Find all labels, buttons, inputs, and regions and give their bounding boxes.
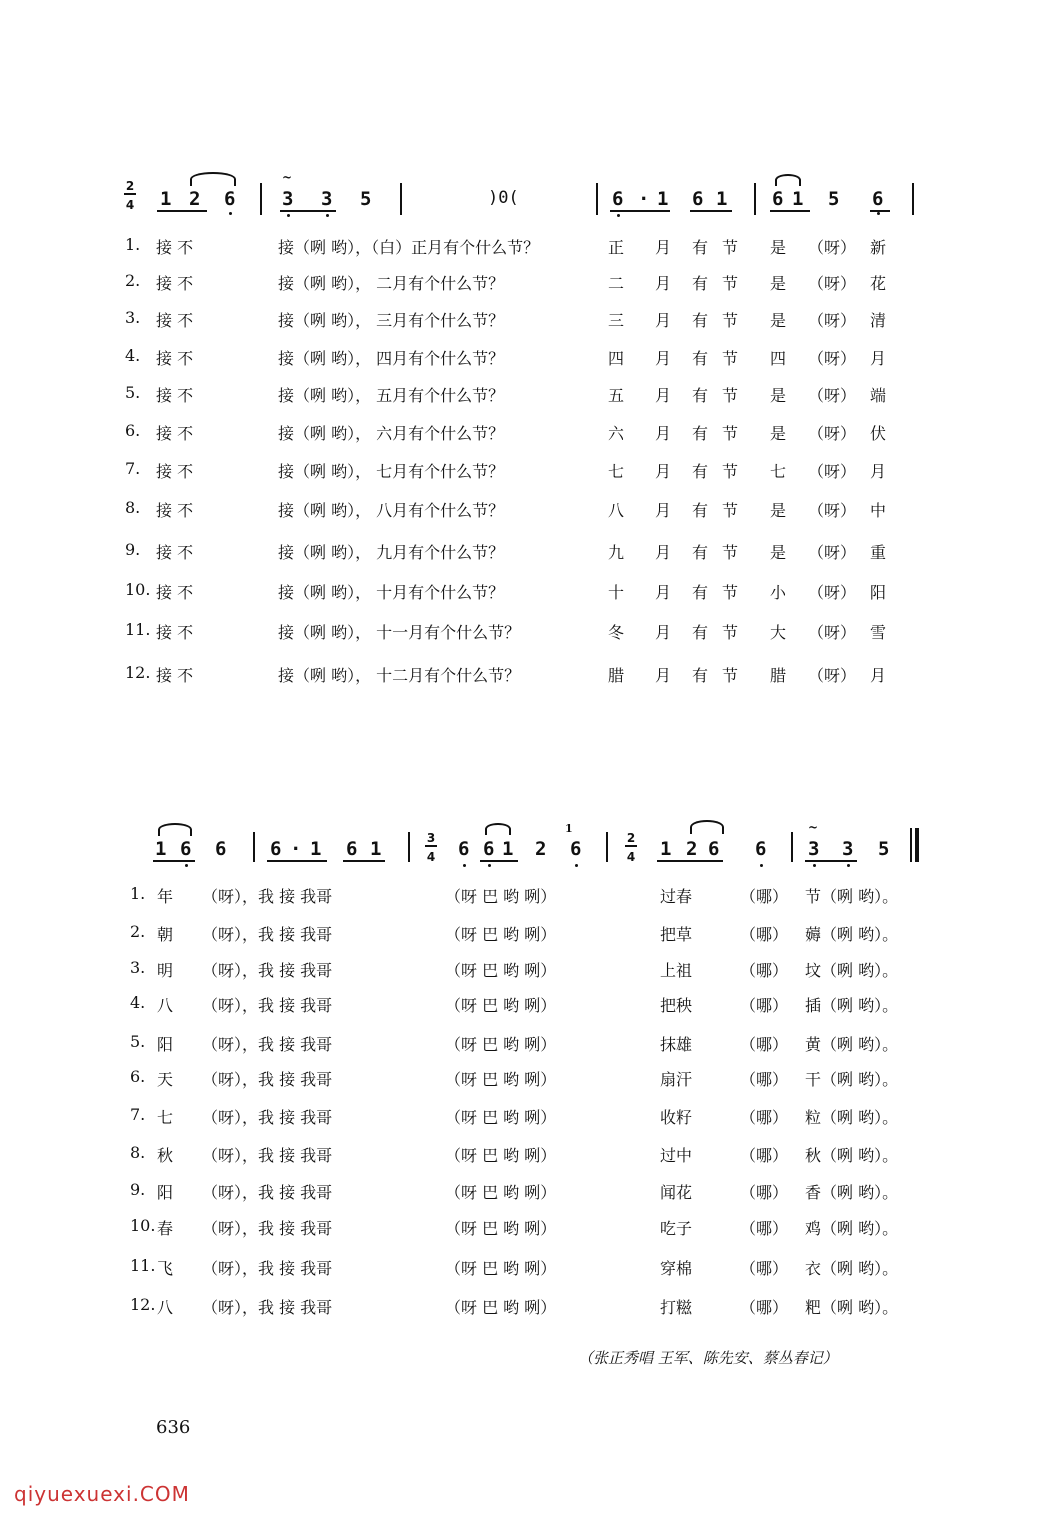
- lyric-text: 接（咧 哟）， 十二月有个什么节？: [278, 666, 521, 685]
- lyric-text: 六: [608, 424, 625, 443]
- lyric-text: 月: [655, 583, 672, 602]
- lyric-text: 有: [692, 311, 709, 330]
- note: 5: [360, 188, 372, 210]
- lyric-text: 香（咧 哟）。: [805, 1183, 899, 1202]
- lyric-text: 九: [608, 543, 625, 562]
- lyric-text: （呀 巴 哟 咧）: [445, 1183, 557, 1202]
- lyric-text: 接（咧 哟）， 三月有个什么节？: [278, 311, 505, 330]
- lyric-text: 节: [722, 462, 739, 481]
- lyric-text: 四: [608, 349, 625, 368]
- note: 2: [189, 188, 201, 210]
- lyric-text: 抹雄: [660, 1035, 693, 1054]
- lyric-text: 插（咧 哟）。: [805, 996, 899, 1015]
- lyric-text: 有: [692, 501, 709, 520]
- note: 6: [570, 838, 582, 860]
- lyric-text: 上祖: [660, 961, 693, 980]
- verse-number: 1.: [125, 235, 141, 254]
- lyric-text: 八: [608, 501, 625, 520]
- lyric-text: 月: [655, 623, 672, 642]
- lyric-text: （哪）: [740, 1298, 789, 1317]
- lyric-text: 有: [692, 386, 709, 405]
- lyric-text: （哪）: [740, 961, 789, 980]
- lyric-text: 衣（咧 哟）。: [805, 1259, 899, 1278]
- lyric-text: 伏: [870, 424, 887, 443]
- lyric-text: （呀 巴 哟 咧）: [445, 1146, 557, 1165]
- lyric-text: 是: [770, 501, 787, 520]
- note: 1: [155, 838, 167, 860]
- lyric-text: 秋: [157, 1146, 174, 1165]
- lyric-text: 月: [655, 666, 672, 685]
- lyric-text: 节: [722, 349, 739, 368]
- lyric-text: （呀 巴 哟 咧）: [445, 925, 557, 944]
- page-number: 636: [156, 1417, 191, 1438]
- lyric-text: （呀 巴 哟 咧）: [445, 1298, 557, 1317]
- final-barline-thin: [910, 828, 912, 862]
- lyric-text: 有: [692, 623, 709, 642]
- lyric-text: 二: [608, 274, 625, 293]
- verse-number: 10.: [125, 580, 151, 599]
- lyric-text: 接（咧 哟）， 五月有个什么节？: [278, 386, 505, 405]
- verse-number: 10.: [130, 1216, 156, 1235]
- lyric-text: 雪: [870, 623, 887, 642]
- lyric-text: 飞: [157, 1259, 174, 1278]
- barline: [408, 832, 410, 862]
- lyric-text: 接（咧 哟）， 十月有个什么节？: [278, 583, 505, 602]
- lyric-text: 接 不: [156, 501, 194, 520]
- lyric-text: 鸡（咧 哟）。: [805, 1219, 899, 1238]
- lyric-text: 月: [655, 238, 672, 257]
- lyric-text: 天: [157, 1070, 174, 1089]
- lyric-text: 节: [722, 666, 739, 685]
- lyric-text: 明: [157, 961, 174, 980]
- lyric-text: 新: [870, 238, 887, 257]
- lyric-text: （呀 巴 哟 咧）: [445, 887, 557, 906]
- lyric-text: 接（咧 哟）， 四月有个什么节？: [278, 349, 505, 368]
- lyric-text: 五: [608, 386, 625, 405]
- lyric-text: （哪）: [740, 1259, 789, 1278]
- lyric-text: 坟（咧 哟）。: [805, 961, 899, 980]
- lyric-text: 花: [870, 274, 887, 293]
- lyric-text: 月: [655, 386, 672, 405]
- note: 6: [180, 838, 192, 860]
- time-signature-top: 2: [125, 179, 135, 193]
- lyric-text: 收籽: [660, 1108, 693, 1127]
- lyric-text: 把秧: [660, 996, 693, 1015]
- lyric-text: 薅（咧 哟）。: [805, 925, 899, 944]
- lyric-text: 春: [157, 1219, 174, 1238]
- verse-number: 4.: [125, 346, 141, 365]
- slur: [190, 172, 236, 186]
- verse-number: 6.: [125, 421, 141, 440]
- lyric-text: 七: [770, 462, 787, 481]
- lyric-text: （呀 巴 哟 咧）: [445, 1108, 557, 1127]
- grace-note: 1: [565, 822, 573, 835]
- lyric-text: 接 不: [156, 462, 194, 481]
- verse-number: 12.: [125, 663, 151, 682]
- lyric-text: 有: [692, 583, 709, 602]
- lyric-text: 接（咧 哟）， 十一月有个什么节？: [278, 623, 521, 642]
- lyric-text: 月: [655, 543, 672, 562]
- lyric-text: 节: [722, 238, 739, 257]
- lyric-text: 黄（咧 哟）。: [805, 1035, 899, 1054]
- note: 6: [458, 838, 470, 860]
- lyric-text: 有: [692, 349, 709, 368]
- note: 1: [370, 838, 382, 860]
- ornament-icon: ~: [808, 820, 819, 834]
- lyric-text: 大: [770, 623, 787, 642]
- lyric-text: （呀）: [808, 501, 857, 520]
- lyric-text: （呀），我 接 我哥: [202, 1298, 333, 1317]
- lyric-text: 有: [692, 424, 709, 443]
- note: 5: [828, 188, 840, 210]
- lyric-text: 年: [157, 887, 174, 906]
- lyric-text: 是: [770, 386, 787, 405]
- lyric-text: 月: [655, 349, 672, 368]
- lyric-text: （哪）: [740, 1146, 789, 1165]
- note: 1: [716, 188, 728, 210]
- verse-number: 12.: [130, 1295, 156, 1314]
- dot-duration: ·: [290, 838, 302, 860]
- verse-number: 2.: [125, 271, 141, 290]
- lyric-text: 接 不: [156, 274, 194, 293]
- note: 6: [772, 188, 784, 210]
- lyric-text: 七: [608, 462, 625, 481]
- lyric-text: （哪）: [740, 887, 789, 906]
- lyric-text: （呀），我 接 我哥: [202, 925, 333, 944]
- verse-number: 3.: [125, 308, 141, 327]
- lyric-text: （呀），我 接 我哥: [202, 1259, 333, 1278]
- lyric-text: 接 不: [156, 424, 194, 443]
- lyric-text: 是: [770, 238, 787, 257]
- lyric-text: 节: [722, 623, 739, 642]
- final-barline-thick: [915, 828, 919, 862]
- lyric-text: （呀）: [808, 462, 857, 481]
- lyric-text: 秋（咧 哟）。: [805, 1146, 899, 1165]
- ornament-icon: ~: [282, 170, 293, 184]
- lyric-text: （呀 巴 哟 咧）: [445, 961, 557, 980]
- lyric-text: 八: [157, 996, 174, 1015]
- barline: [260, 183, 262, 215]
- verse-number: 6.: [130, 1067, 146, 1086]
- verse-number: 5.: [130, 1032, 146, 1051]
- verse-number: 2.: [130, 922, 146, 941]
- lyric-text: （哪）: [740, 996, 789, 1015]
- note: 6: [215, 838, 227, 860]
- lyric-text: 节: [722, 583, 739, 602]
- note: 1: [792, 188, 804, 210]
- lyric-text: （呀）: [808, 666, 857, 685]
- lyric-text: 冬: [608, 623, 625, 642]
- lyric-text: （呀 巴 哟 咧）: [445, 1035, 557, 1054]
- time-signature-bottom: 4: [125, 198, 135, 212]
- lyric-text: 吃子: [660, 1219, 693, 1238]
- lyric-text: 月: [870, 349, 887, 368]
- lyric-text: （呀），我 接 我哥: [202, 1035, 333, 1054]
- lyric-text: 节（咧 哟）。: [805, 887, 899, 906]
- lyric-text: 接 不: [156, 386, 194, 405]
- lyric-text: 节: [722, 424, 739, 443]
- lyric-text: （哪）: [740, 1183, 789, 1202]
- lyric-text: （呀 巴 哟 咧）: [445, 996, 557, 1015]
- note: 3: [321, 188, 333, 210]
- note: 6: [224, 188, 236, 210]
- lyric-text: 有: [692, 462, 709, 481]
- verse-number: 3.: [130, 958, 146, 977]
- lyric-text: 接（咧 哟），（白）正月有个什么节？: [278, 238, 540, 257]
- lyric-text: 阳: [157, 1035, 174, 1054]
- lyric-text: 是: [770, 424, 787, 443]
- lyric-text: （呀）: [808, 311, 857, 330]
- lyric-text: 有: [692, 238, 709, 257]
- lyric-text: 接（咧 哟）， 八月有个什么节？: [278, 501, 505, 520]
- lyric-text: 八: [157, 1298, 174, 1317]
- time-signature-bottom: 4: [626, 850, 636, 864]
- note: 3: [808, 838, 820, 860]
- lyric-text: 有: [692, 666, 709, 685]
- lyric-text: 有: [692, 543, 709, 562]
- verse-number: 7.: [130, 1105, 146, 1124]
- lyric-text: 穿棉: [660, 1259, 693, 1278]
- time-signature-top: 3: [426, 831, 436, 845]
- lyric-text: 中: [870, 501, 887, 520]
- lyric-text: 月: [870, 462, 887, 481]
- lyric-text: 阳: [157, 1183, 174, 1202]
- lyric-text: （哪）: [740, 1108, 789, 1127]
- lyric-text: 是: [770, 311, 787, 330]
- lyric-text: （呀），我 接 我哥: [202, 1108, 333, 1127]
- note: 6: [270, 838, 282, 860]
- lyric-text: （呀），我 接 我哥: [202, 996, 333, 1015]
- verse-number: 8.: [125, 498, 141, 517]
- lyric-text: 清: [870, 311, 887, 330]
- verse-number: 4.: [130, 993, 146, 1012]
- lyric-text: 腊: [608, 666, 625, 685]
- slur: [485, 823, 511, 835]
- lyric-text: 接 不: [156, 583, 194, 602]
- performer-credit: （张正秀唱 王军、陈先安、蔡丛春记）: [578, 1349, 838, 1367]
- lyric-text: 把草: [660, 925, 693, 944]
- note: 1: [160, 188, 172, 210]
- lyric-text: （呀），我 接 我哥: [202, 1070, 333, 1089]
- barline: [912, 183, 914, 215]
- dot-duration: ·: [638, 188, 650, 210]
- lyric-text: 七: [157, 1108, 174, 1127]
- verse-number: 9.: [125, 540, 141, 559]
- time-signature-top: 2: [626, 831, 636, 845]
- lyric-text: 扇汗: [660, 1070, 693, 1089]
- lyric-text: 三: [608, 311, 625, 330]
- note: 6: [708, 838, 720, 860]
- lyric-text: （呀 巴 哟 咧）: [445, 1259, 557, 1278]
- note: 5: [878, 838, 890, 860]
- note: 1: [657, 188, 669, 210]
- lyric-text: （呀）: [808, 274, 857, 293]
- rest-marking: )0(: [488, 188, 519, 208]
- lyric-text: 月: [655, 311, 672, 330]
- lyric-text: 闻花: [660, 1183, 693, 1202]
- note: 3: [282, 188, 294, 210]
- watermark: qiyuexuexi.COM: [14, 1482, 190, 1506]
- lyric-text: （呀），我 接 我哥: [202, 1183, 333, 1202]
- lyric-text: 有: [692, 274, 709, 293]
- lyric-text: 端: [870, 386, 887, 405]
- lyric-text: 阳: [870, 583, 887, 602]
- barline: [596, 183, 598, 215]
- lyric-text: 接（咧 哟）， 九月有个什么节？: [278, 543, 505, 562]
- lyric-text: （呀），我 接 我哥: [202, 1146, 333, 1165]
- barline: [253, 832, 255, 862]
- lyric-text: 接（咧 哟）， 二月有个什么节？: [278, 274, 505, 293]
- lyric-text: （呀）: [808, 543, 857, 562]
- lyric-text: 重: [870, 543, 887, 562]
- lyric-text: 节: [722, 274, 739, 293]
- lyric-text: 接 不: [156, 238, 194, 257]
- lyric-text: 节: [722, 386, 739, 405]
- verse-number: 11.: [125, 620, 151, 639]
- lyric-text: （呀），我 接 我哥: [202, 887, 333, 906]
- verse-number: 8.: [130, 1143, 146, 1162]
- verse-number: 9.: [130, 1180, 146, 1199]
- barline: [400, 183, 402, 215]
- lyric-text: 接 不: [156, 543, 194, 562]
- lyric-text: 接 不: [156, 311, 194, 330]
- verse-number: 7.: [125, 459, 141, 478]
- note: 1: [310, 838, 322, 860]
- lyric-text: 干（咧 哟）。: [805, 1070, 899, 1089]
- lyric-text: 节: [722, 501, 739, 520]
- lyric-text: 过春: [660, 887, 693, 906]
- lyric-text: （呀）: [808, 238, 857, 257]
- lyric-text: 过中: [660, 1146, 693, 1165]
- note: 2: [686, 838, 698, 860]
- note: 3: [842, 838, 854, 860]
- lyric-text: 接 不: [156, 666, 194, 685]
- note: 6: [872, 188, 884, 210]
- barline: [606, 832, 608, 862]
- lyric-text: 是: [770, 274, 787, 293]
- lyric-text: 月: [870, 666, 887, 685]
- lyric-text: 接（咧 哟）， 六月有个什么节？: [278, 424, 505, 443]
- note: 1: [660, 838, 672, 860]
- lyric-text: 月: [655, 501, 672, 520]
- time-signature-bottom: 4: [426, 850, 436, 864]
- barline: [791, 832, 793, 862]
- note: 6: [612, 188, 624, 210]
- lyric-text: 月: [655, 424, 672, 443]
- verse-number: 1.: [130, 884, 146, 903]
- note: 6: [692, 188, 704, 210]
- verse-number: 11.: [130, 1256, 156, 1275]
- note: 6: [346, 838, 358, 860]
- lyric-text: 节: [722, 311, 739, 330]
- slur: [158, 823, 192, 836]
- lyric-text: （呀）: [808, 386, 857, 405]
- lyric-text: 接 不: [156, 623, 194, 642]
- lyric-text: 月: [655, 274, 672, 293]
- lyric-text: （哪）: [740, 1219, 789, 1238]
- lyric-text: 接（咧 哟）， 七月有个什么节？: [278, 462, 505, 481]
- lyric-text: 接 不: [156, 349, 194, 368]
- lyric-text: （呀 巴 哟 咧）: [445, 1070, 557, 1089]
- barline: [754, 183, 756, 215]
- lyric-text: （呀）: [808, 424, 857, 443]
- lyric-text: 朝: [157, 925, 174, 944]
- lyric-text: 四: [770, 349, 787, 368]
- note: 2: [535, 838, 547, 860]
- lyric-text: 正: [608, 238, 625, 257]
- lyric-text: （呀）: [808, 349, 857, 368]
- lyric-text: （呀），我 接 我哥: [202, 961, 333, 980]
- lyric-text: （呀）: [808, 623, 857, 642]
- lyric-text: （呀），我 接 我哥: [202, 1219, 333, 1238]
- note: 6: [483, 838, 495, 860]
- lyric-text: 打糍: [660, 1298, 693, 1317]
- lyric-text: （呀）: [808, 583, 857, 602]
- lyric-text: （呀 巴 哟 咧）: [445, 1219, 557, 1238]
- slur: [775, 174, 801, 186]
- lyric-text: （哪）: [740, 1070, 789, 1089]
- lyric-text: （哪）: [740, 1035, 789, 1054]
- lyric-text: （哪）: [740, 925, 789, 944]
- lyric-text: 是: [770, 543, 787, 562]
- note: 1: [502, 838, 514, 860]
- lyric-text: 月: [655, 462, 672, 481]
- verse-number: 5.: [125, 383, 141, 402]
- lyric-text: 粒（咧 哟）。: [805, 1108, 899, 1127]
- lyric-text: 粑（咧 哟）。: [805, 1298, 899, 1317]
- lyric-text: 小: [770, 583, 787, 602]
- slur: [690, 820, 724, 834]
- lyric-text: 十: [608, 583, 625, 602]
- note: 6: [755, 838, 767, 860]
- lyric-text: 节: [722, 543, 739, 562]
- lyric-text: 腊: [770, 666, 787, 685]
